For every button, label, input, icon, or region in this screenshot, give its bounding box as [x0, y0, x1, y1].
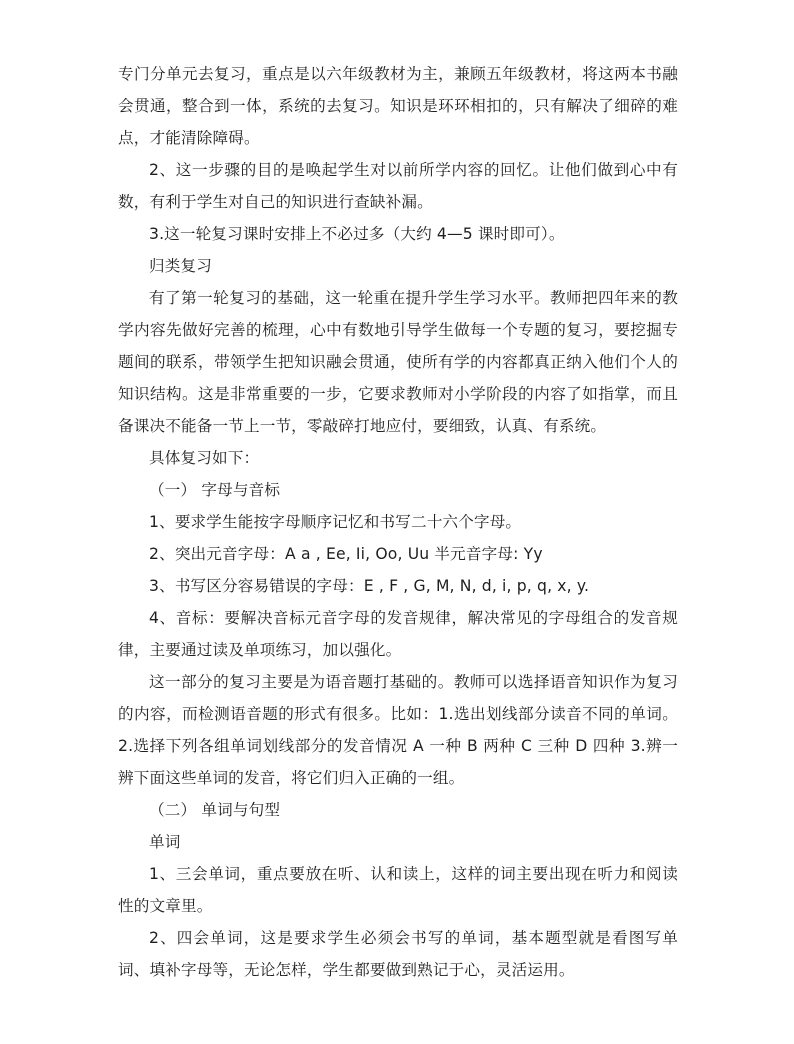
section-heading-classified-review: 归类复习 — [149, 257, 212, 275]
paragraph-3: 3.这一轮复习课时安排上不必过多（大约 4—5 课时即可）。 — [149, 225, 565, 243]
paragraph-1: 专门分单元去复习，重点是以六年级教材为主，兼顾五年级教材，将这两本书融会贯通，整合到一体，系统的去复习。知识是环环相扣的，只有解决了细碎的难点，才能清除障碍。 — [118, 65, 678, 147]
paragraph-phonetics-review: 这一部分的复习主要是为语音题打基础的。教师可以选择语音知识作为复习的内容，而检测语音题的形式有很多。比如：1.选出划线部分读音不同的单词。2.选择下列各组单词划线部分的发音情况 A 一种 B 两种 C 三种 D 四种 3.辨一辨下面这些单词的发音，将它们归入正确的一组。 — [118, 673, 678, 787]
list-item-2: 2、突出元音字母：A a , Ee, Ii, Oo, Uu 半元音字母: Yy — [149, 545, 543, 563]
subheading-letters-phonetics: （一） 字母与音标 — [149, 481, 281, 499]
words-item-2: 2、四会单词，这是要求学生必须会书写的单词，基本题型就是看图写单词、填补字母等，无论怎样，学生都要做到熟记于心，灵活运用。 — [118, 929, 678, 979]
section-heading-words: 单词 — [149, 833, 181, 851]
paragraph-6: 具体复习如下： — [149, 449, 260, 467]
document-body — [118, 58, 678, 986]
words-item-1: 1、三会单词，重点要放在听、认和读上，这样的词主要出现在听力和阅读性的文章里。 — [118, 865, 678, 915]
list-item-4: 4、音标：要解决音标元音字母的发音规律，解决常见的字母组合的发音规律，主要通过读及单项练习，加以强化。 — [118, 609, 678, 659]
list-item-1: 1、要求学生能按字母顺序记忆和书写二十六个字母。 — [149, 513, 522, 531]
paragraph-2: 2、这一步骤的目的是唤起学生对以前所学内容的回忆。让他们做到心中有数，有利于学生对自己的知识进行查缺补漏。 — [118, 161, 678, 211]
subheading-words-sentences: （二） 单词与句型 — [149, 801, 281, 819]
list-item-3: 3、书写区分容易错误的字母：E , F , G, M, N, d, i, p, q, x, y. — [149, 577, 590, 595]
paragraph-5: 有了第一轮复习的基础，这一轮重在提升学生学习水平。教师把四年来的教学内容先做好完善的梳理，心中有数地引导学生做每一个专题的复习，要挖掘专题间的联系，带领学生把知识融会贯通，使所有学的内容都真正纳入他们个人的知识结构。这是非常重要的一步，它要求教师对小学阶段的内容了如指掌，而且备课决不能备一节上一节，零敲碎打地应付，要细致，认真、有系统。 — [118, 289, 678, 435]
